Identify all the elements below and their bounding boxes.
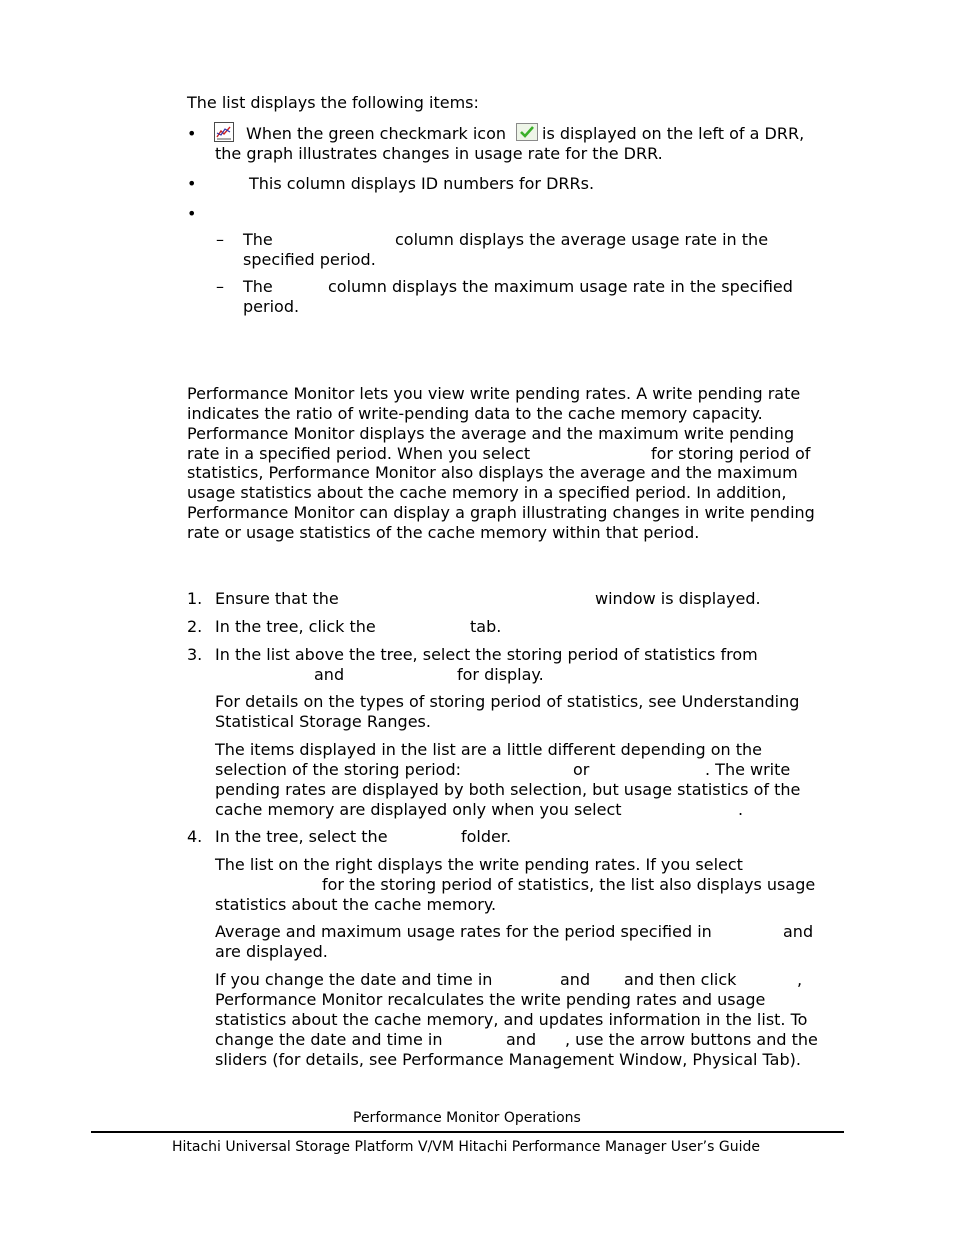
footer-section-title: Performance Monitor Operations bbox=[353, 1110, 581, 1126]
graph-checkbox-icon bbox=[214, 122, 234, 146]
sub-1-text: column displays the average usage rate in the bbox=[395, 230, 769, 249]
step-4-para: If you change the date and time in bbox=[215, 970, 493, 989]
paragraph-line: for storing period of bbox=[651, 444, 811, 463]
step-4-para: change the date and time in bbox=[215, 1030, 443, 1049]
step-1-text-end: window is displayed. bbox=[595, 589, 761, 608]
green-checkmark-icon bbox=[516, 123, 538, 145]
step-3-para: Statistical Storage Ranges. bbox=[215, 712, 431, 731]
bullet-marker: • bbox=[187, 124, 197, 143]
sub-1-line-2: specified period. bbox=[243, 250, 376, 269]
step-number: 4. bbox=[187, 827, 203, 846]
step-3-and: and bbox=[314, 665, 345, 684]
step-3-para: pending rates are displayed by both selection, but usage statistics of the bbox=[215, 780, 801, 799]
step-3-display: for display. bbox=[457, 665, 544, 684]
bullet-marker: • bbox=[187, 174, 197, 193]
paragraph-line: indicates the ratio of write-pending data to the cache memory capacity. bbox=[187, 404, 763, 423]
footer-guide-title: Hitachi Universal Storage Platform V/VM Hitachi Performance Manager User’s Guide bbox=[172, 1139, 760, 1155]
step-number: 3. bbox=[187, 645, 203, 664]
bullet-1-line-2: the graph illustrates changes in usage rate for the DRR. bbox=[215, 144, 663, 163]
step-4-para: The list on the right displays the write pending rates. If you select bbox=[215, 855, 743, 874]
step-3-para: For details on the types of storing period of statistics, see Understanding bbox=[215, 692, 800, 711]
bullet-marker: • bbox=[187, 204, 197, 223]
sub-2-line-2: period. bbox=[243, 297, 300, 316]
step-3-para: . bbox=[738, 800, 744, 819]
paragraph-line: Performance Monitor can display a graph illustrating changes in write pending bbox=[187, 503, 815, 522]
bullet-2-text: This column displays ID numbers for DRRs. bbox=[249, 174, 595, 193]
step-4-para: statistics about the cache memory. bbox=[215, 895, 497, 914]
bullet-1-text: When the green checkmark icon bbox=[246, 124, 507, 143]
footer-divider bbox=[91, 1131, 844, 1133]
step-3-para: The items displayed in the list are a little different depending on the bbox=[215, 740, 763, 759]
step-3-para: cache memory are displayed only when you select bbox=[215, 800, 622, 819]
step-number: 2. bbox=[187, 617, 203, 636]
dash-marker: – bbox=[216, 277, 224, 296]
paragraph-line: statistics, Performance Monitor also displays the average and the maximum bbox=[187, 463, 798, 482]
step-4-para: for the storing period of statistics, the list also displays usage bbox=[322, 875, 816, 894]
step-4-para: and bbox=[560, 970, 591, 989]
step-4-text: In the tree, select the bbox=[215, 827, 388, 846]
paragraph-line: usage statistics about the cache memory in a specified period. In addition, bbox=[187, 483, 787, 502]
step-4-para: and then click bbox=[624, 970, 737, 989]
paragraph-line: rate in a specified period. When you select bbox=[187, 444, 531, 463]
sub-2-the: The bbox=[243, 277, 273, 296]
step-1-text: Ensure that the bbox=[215, 589, 339, 608]
step-4-para: Average and maximum usage rates for the period specified in bbox=[215, 922, 712, 941]
paragraph-line: rate or usage statistics of the cache memory within that period. bbox=[187, 523, 700, 542]
step-4-para: sliders (for details, see Performance Management Window, Physical Tab). bbox=[215, 1050, 801, 1069]
sub-2-text: column displays the maximum usage rate in the specified bbox=[328, 277, 793, 296]
step-4-para: are displayed. bbox=[215, 942, 328, 961]
paragraph-line: Performance Monitor displays the average and the maximum write pending bbox=[187, 424, 795, 443]
step-2-text: In the tree, click the bbox=[215, 617, 376, 636]
step-4-para: and bbox=[783, 922, 814, 941]
step-4-para: statistics about the cache memory, and updates information in the list. To bbox=[215, 1010, 808, 1029]
step-4-para: , bbox=[797, 970, 803, 989]
step-3-text: In the list above the tree, select the storing period of statistics from bbox=[215, 645, 758, 664]
paragraph-line: Performance Monitor lets you view write pending rates. A write pending rate bbox=[187, 384, 801, 403]
step-4-text-end: folder. bbox=[461, 827, 512, 846]
step-3-para: or bbox=[573, 760, 590, 779]
list-intro: The list displays the following items: bbox=[187, 93, 479, 112]
step-3-para: selection of the storing period: bbox=[215, 760, 462, 779]
bullet-1-text-after: is displayed on the left of a DRR, bbox=[542, 124, 805, 143]
step-4-para: and bbox=[506, 1030, 537, 1049]
sub-1-the: The bbox=[243, 230, 273, 249]
step-4-para: , use the arrow buttons and the bbox=[565, 1030, 818, 1049]
step-2-text-end: tab. bbox=[470, 617, 502, 636]
step-3-para: . The write bbox=[705, 760, 791, 779]
dash-marker: – bbox=[216, 230, 224, 249]
step-number: 1. bbox=[187, 589, 203, 608]
step-4-para: Performance Monitor recalculates the write pending rates and usage bbox=[215, 990, 766, 1009]
